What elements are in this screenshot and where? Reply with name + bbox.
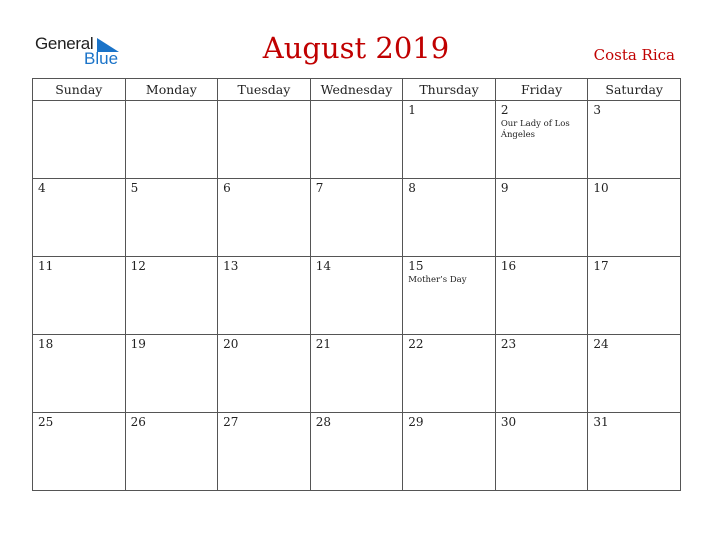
weekday-header: Saturday: [588, 79, 681, 101]
country-label: Costa Rica: [593, 46, 675, 64]
day-number: 18: [38, 337, 54, 351]
day-cell: [125, 335, 218, 413]
day-cell: [125, 413, 218, 491]
day-number: 14: [315, 259, 331, 273]
day-cell: [588, 413, 681, 491]
weekday-header: Tuesday: [218, 79, 311, 101]
weekday-header: Wednesday: [310, 79, 403, 101]
day-cell: [588, 335, 681, 413]
week-row: [33, 257, 681, 335]
day-cell: [310, 413, 403, 491]
day-number: 19: [130, 337, 146, 351]
day-number: 27: [223, 415, 239, 429]
day-number: 13: [223, 259, 239, 273]
day-cell: [403, 179, 496, 257]
day-cell: [588, 101, 681, 179]
day-cell: [495, 101, 588, 179]
day-number: 11: [38, 259, 54, 273]
day-cell: [403, 101, 496, 179]
day-number: 2: [500, 103, 509, 117]
holiday-label: Our Lady of Los Ángeles: [500, 119, 570, 140]
day-number: 5: [130, 181, 139, 195]
day-cell: [588, 179, 681, 257]
day-cell: [218, 179, 311, 257]
day-number: 6: [223, 181, 231, 195]
day-cell: [125, 101, 218, 179]
day-cell: [218, 101, 311, 179]
day-number: 28: [315, 415, 331, 429]
day-number: 25: [38, 415, 54, 429]
day-number: 26: [130, 415, 146, 429]
day-number: 21: [315, 337, 331, 351]
day-cell: [33, 335, 126, 413]
week-row: [33, 179, 681, 257]
day-cell: [310, 179, 403, 257]
day-number: 12: [130, 259, 146, 273]
day-cell: [310, 101, 403, 179]
weekday-header: Monday: [125, 79, 218, 101]
calendar-grid: [32, 78, 681, 491]
logo-text-blue: Blue: [84, 49, 119, 68]
day-cell: [403, 335, 496, 413]
day-cell: [495, 335, 588, 413]
day-number: 3: [593, 103, 602, 117]
day-number: 16: [500, 259, 517, 273]
day-number: 1: [408, 103, 416, 117]
day-number: 4: [38, 181, 46, 195]
day-number: 10: [593, 181, 609, 195]
day-number: 24: [593, 337, 609, 351]
day-cell: [218, 257, 311, 335]
day-number: 22: [408, 337, 424, 351]
day-cell: [495, 257, 588, 335]
day-cell: [218, 335, 311, 413]
day-number: 9: [500, 181, 509, 195]
day-cell: [588, 257, 681, 335]
day-number: 23: [500, 337, 517, 351]
day-cell: [403, 257, 496, 335]
day-cell: [495, 179, 588, 257]
day-cell: [33, 179, 126, 257]
day-cell: [33, 257, 126, 335]
day-cell: [33, 101, 126, 179]
day-number: 31: [593, 415, 609, 429]
day-number: 20: [223, 337, 239, 351]
day-cell: [125, 179, 218, 257]
day-cell: [495, 413, 588, 491]
day-number: 30: [500, 415, 517, 429]
week-row: [33, 413, 681, 491]
day-cell: [33, 413, 126, 491]
day-cell: [310, 335, 403, 413]
day-number: 29: [408, 415, 424, 429]
day-number: 8: [408, 181, 416, 195]
weekday-header: Sunday: [33, 79, 126, 101]
day-cell: [125, 257, 218, 335]
day-cell: [218, 413, 311, 491]
day-number: 7: [315, 181, 324, 195]
weekday-header: Thursday: [403, 79, 496, 101]
weekday-header-row: [33, 79, 681, 101]
day-cell: [403, 413, 496, 491]
day-number: 15: [408, 259, 424, 273]
logo-text-general: General: [35, 34, 94, 53]
weekday-header: Friday: [495, 79, 588, 101]
day-number: 17: [593, 259, 609, 273]
holiday-label: Mother’s Day: [408, 275, 467, 285]
calendar-title: August 2019: [262, 31, 450, 65]
day-cell: [310, 257, 403, 335]
week-row: [33, 101, 681, 179]
week-row: [33, 335, 681, 413]
